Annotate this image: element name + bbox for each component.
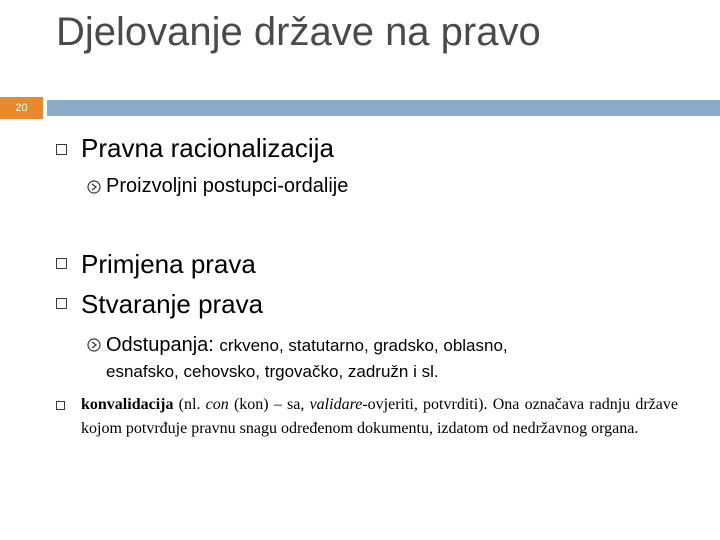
bullet-konvalidacija [81, 393, 678, 441]
square-bullet-icon [56, 401, 65, 410]
odstupanja-lead: Odstupanja: [106, 334, 214, 356]
square-bullet-icon [56, 144, 67, 155]
term-konvalidacija: konvalidacija [81, 396, 174, 413]
square-bullet-icon [56, 298, 67, 309]
square-bullet-icon [56, 258, 67, 269]
slide-number: 20 [0, 97, 43, 119]
term-con: con [205, 396, 229, 413]
bullet-primjena-prava: Primjena prava [81, 249, 256, 279]
bullet-stvaranje-prava: Stvaranje prava [81, 289, 264, 319]
odstupanja-list-line2: esnafsko, cehovsko, trgovačko, zadružn i sl. [106, 362, 439, 381]
sub-bullet-odstupanja [106, 333, 508, 358]
bullet-pravna-racionalizacija: Pravna racionalizacija [81, 133, 334, 163]
accent-bar [47, 100, 720, 116]
sub-bullet-ordalije: Proizvoljni postupci-ordalije [106, 175, 349, 197]
definition-text: (nl. [173, 396, 206, 413]
odstupanja-list-line1: crkveno, statutarno, gradsko, oblasno, [219, 336, 508, 355]
slide-title: Djelovanje države na pravo [56, 10, 541, 54]
term-validare: validare [309, 396, 363, 413]
definition-text: (kon) – sa, [228, 396, 310, 413]
circled-arrow-bullet-icon [87, 180, 101, 194]
definition-text: -ovjeriti, potvrditi). Ona označava radnju države kojom potvrđuje pravnu snagu određenom dokumentu, izdatom od nedržavnog organa. [81, 396, 678, 437]
circled-arrow-bullet-icon [87, 338, 101, 352]
slide-header-bar [0, 97, 720, 119]
